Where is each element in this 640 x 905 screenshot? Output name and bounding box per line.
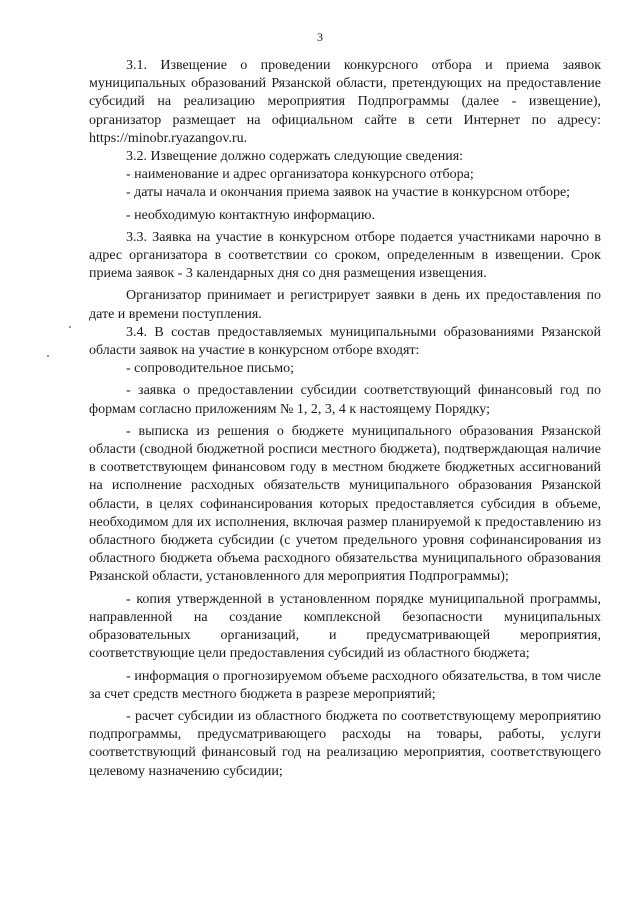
list-item-subsidy-calculation: - расчет субсидии из областного бюджета по соответствующему мероприятию подпрограммы, предусматривающего расходы на товары, работы, услуги соответствующий финансовый год на реализацию мероприятия, соответствующего целевому назначению субсидии;: [89, 708, 601, 779]
scan-mark: [47, 355, 49, 357]
list-item-cover-letter: - сопроводительное письмо;: [126, 361, 295, 377]
list-item-contact-info: - необходимую контактную информацию.: [126, 207, 375, 223]
paragraph-organizer-registers: Организатор принимает и регистрирует заявки в день их предоставления по дате и времени поступления.: [89, 288, 601, 322]
list-item-dates: - даты начала и окончания приема заявок на участие в конкурсном отборе;: [126, 185, 571, 201]
paragraph-3-4: 3.4. В состав предоставляемых муниципальными образованиями Рязанской области заявок на участие в конкурсном отборе входят:: [89, 324, 601, 359]
paragraph-3-1: 3.1. Извещение о проведении конкурсного отбора и приема заявок муниципальных образований Рязанской области, претендующих на предоставление субсидий на реализацию мероприятия Подпрограммы (далее - извещение), организатор размещает на официальном сайте в сети Интернет по адресу: https://minobr.ryazangov.ru.: [89, 58, 601, 146]
paragraph-3-2: 3.2. Извещение должно содержать следующие сведения:: [126, 149, 464, 165]
document-body: [89, 57, 601, 781]
list-item-organizer-name: - наименование и адрес организатора конкурсного отбора;: [126, 167, 474, 183]
list-item-budget-extract: - выписка из решения о бюджете муниципального образования Рязанской области (сводной бюджетной росписи местного бюджета), подтверждающая наличие в соответствующем финансовом году в местном бюджете бюджетных ассигнований на исполнение расходных обязательств муниципального образования Рязанской области, в целях софинансирования которых предоставляется субсидия в объеме, необходимом для их исполнения, включая размер планируемой к предоставлению из областного бюджета субсидии (с учетом предельного уровня софинансирования из областного бюджета объема расходного обязательства муниципального образования Рязанской области, установленного для мероприятия Подпрограммы);: [89, 423, 601, 585]
list-item-program-copy: - копия утвержденной в установленном порядке муниципальной программы, направленной на создание комплексной безопасности муниципальных образовательных организаций, и предусматривающей мероприятия, соответствующие цели предоставления субсидий из областного бюджета;: [89, 591, 601, 662]
page-number: 3: [317, 30, 323, 44]
paragraph-3-3: 3.3. Заявка на участие в конкурсном отборе подается участниками нарочно в адрес организатора в соответствии со сроком, определенным в извещении. Срок приема заявок - 3 календарных дня со дня размещения извещения.: [89, 229, 601, 282]
list-item-forecast-info: - информация о прогнозируемом объеме расходного обязательства, в том числе за счет средств местного бюджета в разрезе мероприятий;: [89, 668, 601, 702]
list-item-application: - заявка о предоставлении субсидии соответствующий финансовый год по формам согласно приложениям № 1, 2, 3, 4 к настоящему Порядку;: [89, 383, 601, 417]
scan-mark: [69, 326, 71, 328]
